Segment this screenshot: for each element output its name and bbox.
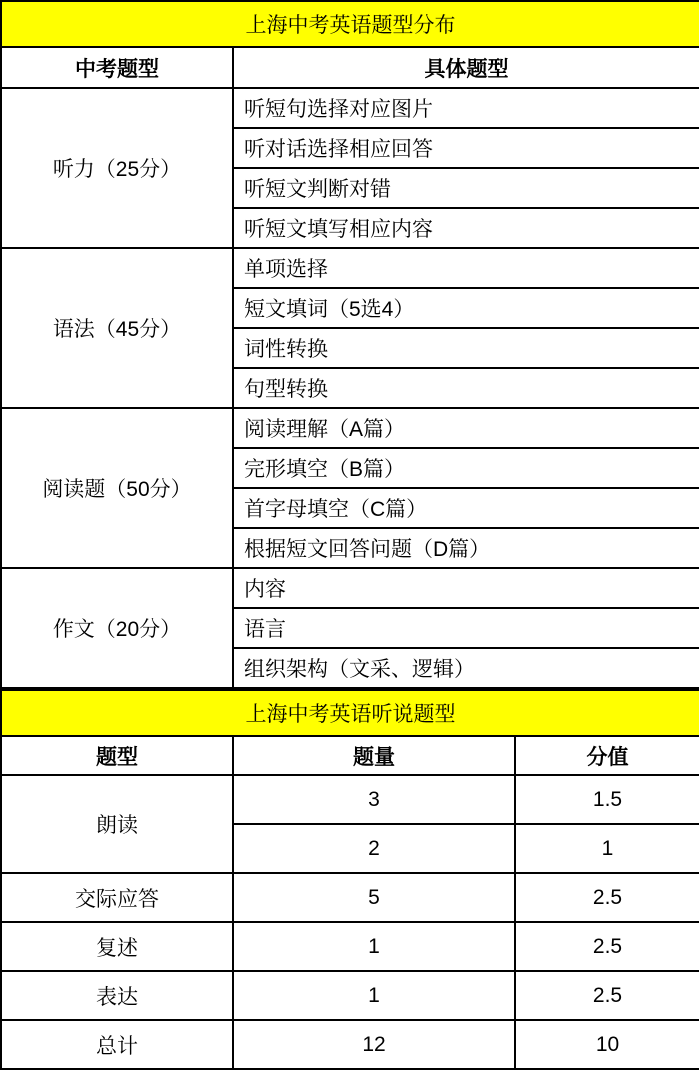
row-label-expression: 表达 (1, 971, 233, 1020)
table2-title-banner: 上海中考英语听说题型 (1, 690, 699, 736)
item-cell: 首字母填空（C篇） (233, 488, 699, 528)
table1-title-banner: 上海中考英语题型分布 (1, 1, 699, 47)
table2-header-count: 题量 (233, 736, 515, 775)
section-label-listening: 听力（25分） (1, 88, 233, 248)
item-cell: 单项选择 (233, 248, 699, 288)
count-cell: 1 (233, 971, 515, 1020)
section-label-reading: 阅读题（50分） (1, 408, 233, 568)
item-cell: 阅读理解（A篇） (233, 408, 699, 448)
item-cell: 听短句选择对应图片 (233, 88, 699, 128)
listening-speaking-table (0, 689, 699, 1070)
row-label-retelling: 复述 (1, 922, 233, 971)
item-cell: 短文填词（5选4） (233, 288, 699, 328)
item-cell: 句型转换 (233, 368, 699, 408)
score-cell: 1 (515, 824, 699, 873)
item-cell: 词性转换 (233, 328, 699, 368)
item-cell: 听短文填写相应内容 (233, 208, 699, 248)
count-cell: 5 (233, 873, 515, 922)
table1-header-specific-type: 具体题型 (233, 47, 699, 88)
table2-header-score: 分值 (515, 736, 699, 775)
item-cell: 完形填空（B篇） (233, 448, 699, 488)
count-cell: 3 (233, 775, 515, 824)
item-cell: 根据短文回答问题（D篇） (233, 528, 699, 568)
section-label-writing: 作文（20分） (1, 568, 233, 688)
table1-header-exam-type: 中考题型 (1, 47, 233, 88)
count-cell: 2 (233, 824, 515, 873)
score-cell: 2.5 (515, 873, 699, 922)
section-label-grammar: 语法（45分） (1, 248, 233, 408)
item-cell: 内容 (233, 568, 699, 608)
score-cell: 1.5 (515, 775, 699, 824)
count-cell: 1 (233, 922, 515, 971)
row-label-reading-aloud: 朗读 (1, 775, 233, 873)
item-cell: 听短文判断对错 (233, 168, 699, 208)
table2-header-type: 题型 (1, 736, 233, 775)
item-cell: 听对话选择相应回答 (233, 128, 699, 168)
row-label-total: 总计 (1, 1020, 233, 1069)
row-label-communication: 交际应答 (1, 873, 233, 922)
score-cell: 2.5 (515, 971, 699, 1020)
score-cell: 2.5 (515, 922, 699, 971)
score-cell: 10 (515, 1020, 699, 1069)
count-cell: 12 (233, 1020, 515, 1069)
item-cell: 组织架构（文采、逻辑） (233, 648, 699, 688)
item-cell: 语言 (233, 608, 699, 648)
